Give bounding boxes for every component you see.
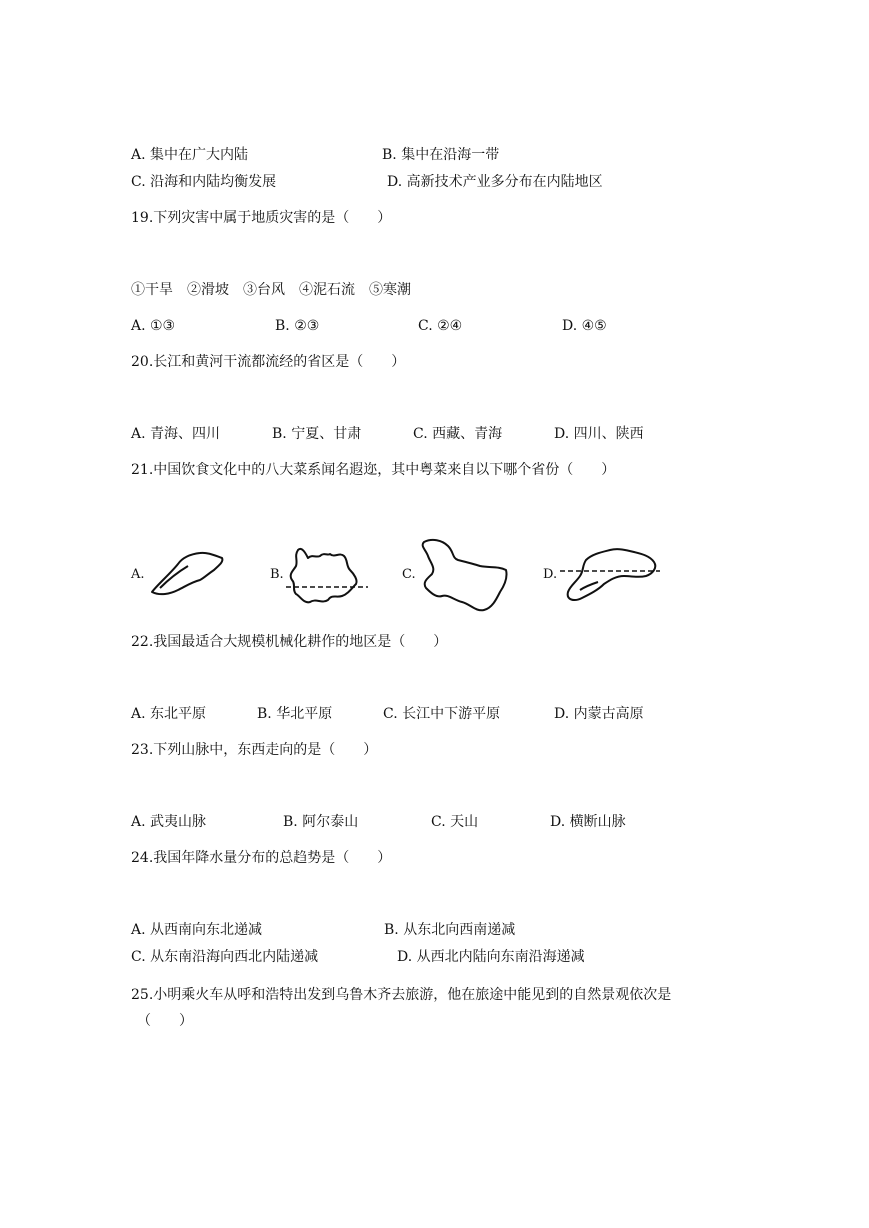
q18-option-a: A. 集中在广大内陆 (131, 147, 249, 163)
q19-stem: 19.下列灾害中属于地质灾害的是（ ） (131, 210, 392, 226)
q24-option-a: A. 从西南向东北递减 (131, 922, 263, 938)
q19-option-c: C. ②④ (418, 318, 463, 334)
q24-option-d: D. 从西北内陆向东南沿海递减 (397, 949, 585, 965)
q21-label-a: A. (131, 567, 145, 582)
province-outline-d-icon (560, 546, 660, 604)
q23-stem: 23.下列山脉中，东西走向的是（ ） (131, 742, 378, 758)
q18-option-c: C. 沿海和内陆均衡发展 (131, 174, 277, 190)
q22-option-d: D. 内蒙古高原 (554, 706, 644, 722)
q24-option-c: C. 从东南沿海向西北内陆递减 (131, 949, 319, 965)
q21-label-b: B. (270, 567, 284, 582)
q21-label-d: D. (543, 567, 558, 582)
q23-option-b: B. 阿尔泰山 (283, 814, 359, 830)
q22-option-b: B. 华北平原 (257, 706, 333, 722)
q23-option-d: D. 横断山脉 (550, 814, 626, 830)
q20-option-c: C. 西藏、青海 (413, 426, 503, 442)
q25-stem: 25.小明乘火车从呼和浩特出发到乌鲁木齐去旅游，他在旅途中能见到的自然景观依次是 (131, 987, 672, 1003)
q19-option-d: D. ④⑤ (562, 318, 607, 334)
q22-stem: 22.我国最适合大规模机械化耕作的地区是（ ） (131, 634, 448, 650)
q24-option-b: B. 从东北向西南递减 (384, 922, 516, 938)
q20-stem: 20.长江和黄河干流都流经的省区是（ ） (131, 354, 406, 370)
q25-stem-cont: （ ） (137, 1013, 193, 1029)
q18-option-b: B. 集中在沿海一带 (382, 147, 500, 163)
q20-option-a: A. 青海、四川 (131, 426, 221, 442)
q23-option-c: C. 天山 (431, 814, 479, 830)
q23-option-a: A. 武夷山脉 (131, 814, 207, 830)
q24-stem: 24.我国年降水量分布的总趋势是（ ） (131, 850, 392, 866)
q21-label-c: C. (402, 567, 416, 582)
province-outline-a-icon (148, 548, 226, 598)
q22-option-c: C. 长江中下游平原 (383, 706, 501, 722)
q22-option-a: A. 东北平原 (131, 706, 207, 722)
q19-items: ①干旱 ②滑坡 ③台风 ④泥石流 ⑤寒潮 (131, 282, 411, 298)
q19-option-b: B. ②③ (275, 318, 320, 334)
q20-option-b: B. 宁夏、甘肃 (272, 426, 362, 442)
q20-option-d: D. 四川、陕西 (554, 426, 644, 442)
province-outline-b-icon (286, 544, 368, 606)
q18-option-d: D. 高新技术产业多分布在内陆地区 (387, 174, 603, 190)
q19-option-a: A. ①③ (131, 318, 176, 334)
province-outline-c-icon (418, 538, 510, 612)
q21-stem: 21.中国饮食文化中的八大菜系闻名遐迩，其中粤菜来自以下哪个省份（ ） (131, 462, 616, 478)
